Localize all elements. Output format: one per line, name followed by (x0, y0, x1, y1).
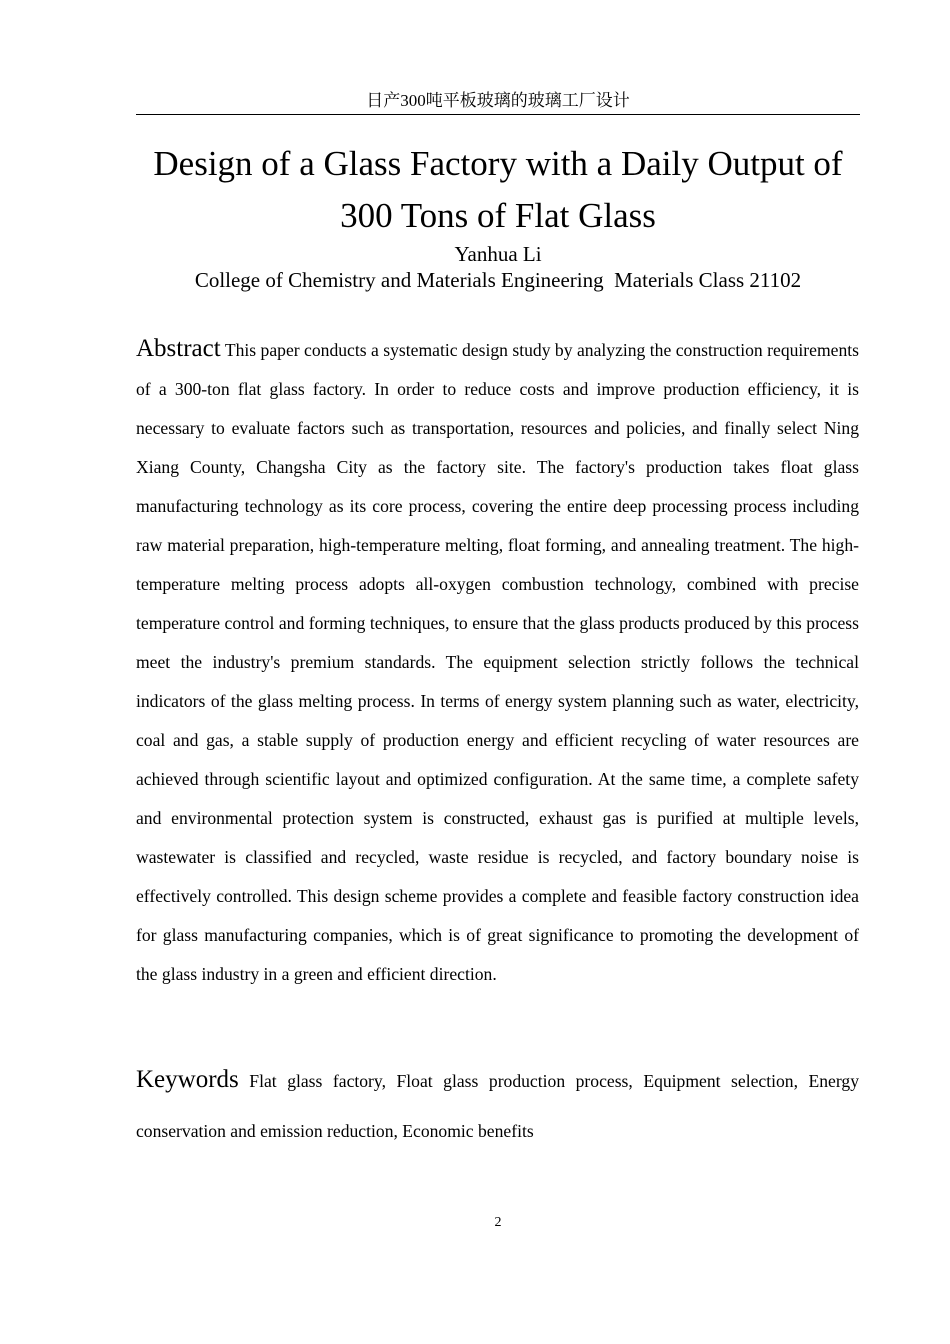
abstract-text: This paper conducts a systematic design study by analyzing the construction requirements of a 300-ton flat glass factory. In order to reduce costs and improve production efficiency, it is necessary to evaluate factors such as transportation, resources and policies, and finally select Ning Xiang County, Changsha City as the factory site. The factory's production takes float glass manufacturing technology as its core process, covering the entire deep processing process including raw material preparation, high-temperature melting, float forming, and annealing treatment. The high-temperature melting process adopts all-oxygen combustion technology, combined with precise temperature control and forming techniques, to ensure that the glass products produced by this process meet the industry's premium standards. The equipment selection strictly follows the technical indicators of the glass melting process. In terms of energy system planning such as water, electricity, coal and gas, a stable supply of production energy and efficient recycling of water resources are achieved through scientific layout and optimized configuration. At the same time, a complete safety and environmental protection system is constructed, exhaust gas is purified at multiple levels, wastewater is classified and recycled, waste residue is recycled, and factory boundary noise is effectively controlled. This design scheme provides a complete and feasible factory construction idea for glass manufacturing companies, which is of great significance to promoting the development of the glass industry in a green and efficient direction. (136, 340, 859, 984)
keywords-text: Flat glass factory, Float glass production process, Equipment selection, Energy conservation and emission reduction, Economic benefits (136, 1071, 859, 1141)
abstract-heading: Abstract (136, 335, 221, 362)
author-name: Yanhua Li (454, 242, 542, 266)
paper-title: Design of a Glass Factory with a Daily Output of 300 Tons of Flat Glass (153, 144, 843, 235)
keywords-section (136, 1055, 859, 1156)
author-affiliation: College of Chemistry and Materials Engineering Materials Class 21102 (194, 268, 802, 292)
abstract-section (136, 329, 859, 994)
running-header: 日产300吨平板玻璃的玻璃工厂设计 (136, 90, 860, 115)
page-number: 2 (494, 1215, 502, 1230)
keywords-heading: Keywords (136, 1066, 239, 1093)
